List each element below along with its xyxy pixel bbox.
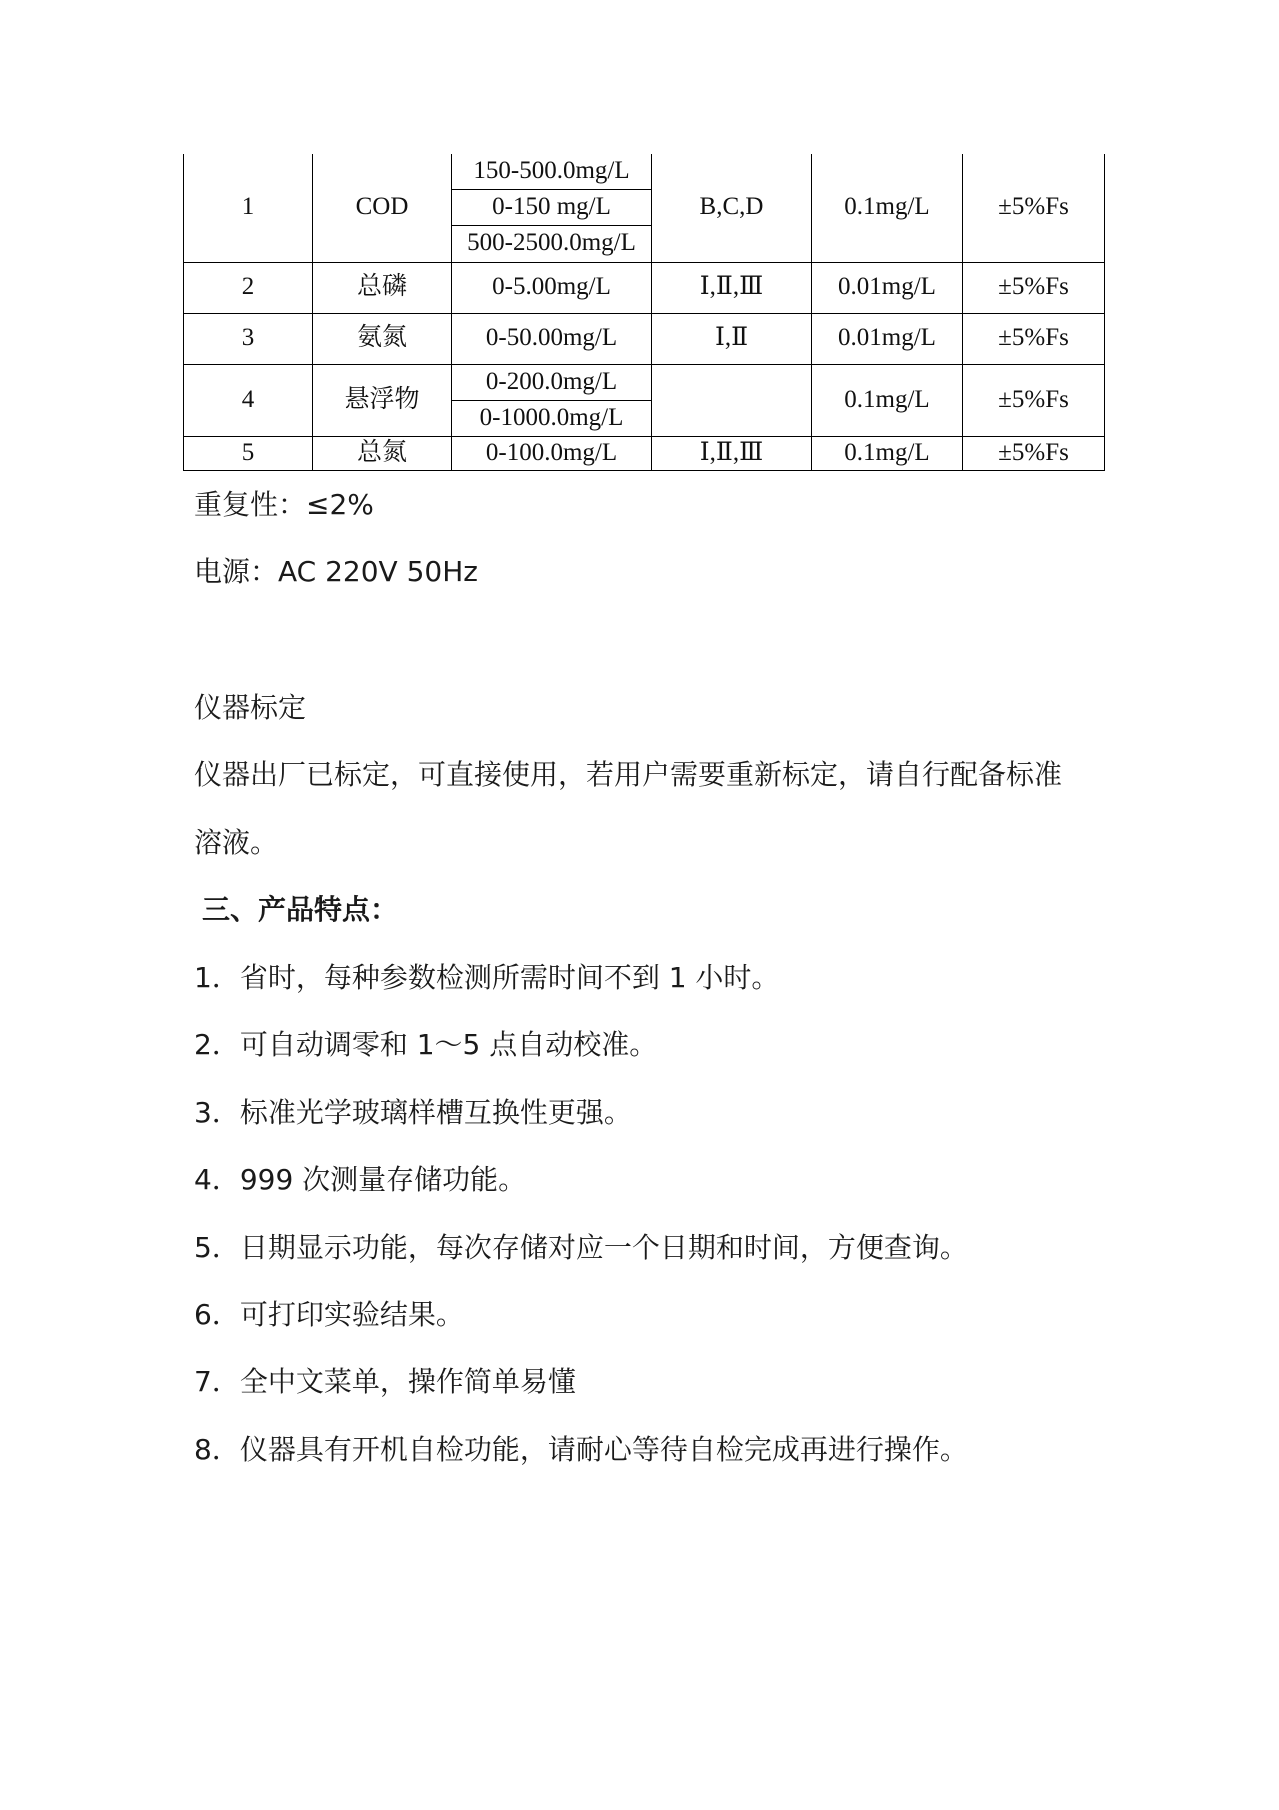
range-value: 0-5.00mg/L: [452, 262, 652, 313]
resolution-cell: 0.1mg/L: [812, 364, 963, 436]
resolution-cell: 0.01mg/L: [812, 313, 963, 364]
grade-cell: Ⅰ,Ⅱ: [652, 313, 812, 364]
accuracy-cell: ±5%Fs: [963, 154, 1105, 262]
accuracy-cell: ±5%Fs: [963, 313, 1105, 364]
range-value: 500-2500.0mg/L: [452, 225, 651, 261]
row-number: 1: [184, 154, 313, 262]
row-number: 4: [184, 364, 313, 436]
feature-item: 7．全中文菜单，操作简单易懂: [194, 1365, 576, 1398]
accuracy-cell: ±5%Fs: [963, 364, 1105, 436]
range-value: 0-200.0mg/L: [485, 367, 618, 395]
parameter-name: 总氮: [313, 436, 452, 470]
grade-cell: [652, 364, 812, 436]
feature-item: 8．仪器具有开机自检功能，请耐心等待自检完成再进行操作。: [194, 1433, 968, 1466]
grade-cell: Ⅰ,Ⅱ,Ⅲ: [652, 436, 812, 470]
feature-item: 1．省时，每种参数检测所需时间不到 1 小时。: [194, 961, 780, 994]
grade-cell: B,C,D: [652, 154, 812, 262]
row-number: 5: [184, 436, 313, 470]
repeatability-spec: 重复性：≤2%: [194, 488, 374, 521]
parameter-name: 悬浮物: [313, 364, 452, 436]
feature-item: 3．标准光学玻璃样槽互换性更强。: [194, 1096, 632, 1129]
resolution-cell: 0.1mg/L: [812, 154, 963, 262]
resolution-cell: 0.01mg/L: [812, 262, 963, 313]
table-row: [184, 262, 1105, 313]
power-spec: 电源：AC 220V 50Hz: [194, 555, 478, 588]
range-value: 150-500.0mg/L: [473, 157, 630, 185]
accuracy-cell: ±5%Fs: [963, 262, 1105, 313]
range-value: 0-150 mg/L: [452, 189, 651, 225]
parameter-table: [183, 154, 1105, 471]
range-value: 0-50.00mg/L: [452, 313, 652, 364]
table-row: [184, 436, 1105, 470]
row-number: 2: [184, 262, 313, 313]
feature-item: 4．999 次测量存储功能。: [194, 1163, 527, 1196]
table-row: [184, 313, 1105, 364]
features-heading: 三、产品特点：: [202, 893, 399, 926]
parameter-name: 氨氮: [313, 313, 452, 364]
range-cell: [452, 364, 652, 436]
range-cell: [452, 154, 652, 262]
row-number: 3: [184, 313, 313, 364]
range-value: 0-1000.0mg/L: [452, 400, 651, 436]
feature-item: 2．可自动调零和 1～5 点自动校准。: [194, 1028, 658, 1061]
resolution-cell: 0.1mg/L: [812, 436, 963, 470]
parameter-name: 总磷: [313, 262, 452, 313]
feature-item: 6．可打印实验结果。: [194, 1298, 464, 1331]
table-row: [184, 154, 1105, 262]
calibration-title: 仪器标定: [194, 691, 307, 724]
calibration-text-continued: 溶液。: [194, 826, 279, 859]
parameter-name: COD: [313, 154, 452, 262]
feature-item: 5．日期显示功能，每次存储对应一个日期和时间，方便查询。: [194, 1231, 968, 1264]
table-row: [184, 364, 1105, 436]
grade-cell: Ⅰ,Ⅱ,Ⅲ: [652, 262, 812, 313]
range-value: 0-100.0mg/L: [452, 436, 652, 470]
accuracy-cell: ±5%Fs: [963, 436, 1105, 470]
calibration-text: 仪器出厂已标定，可直接使用，若用户需要重新标定，请自行配备标准: [194, 758, 1063, 791]
